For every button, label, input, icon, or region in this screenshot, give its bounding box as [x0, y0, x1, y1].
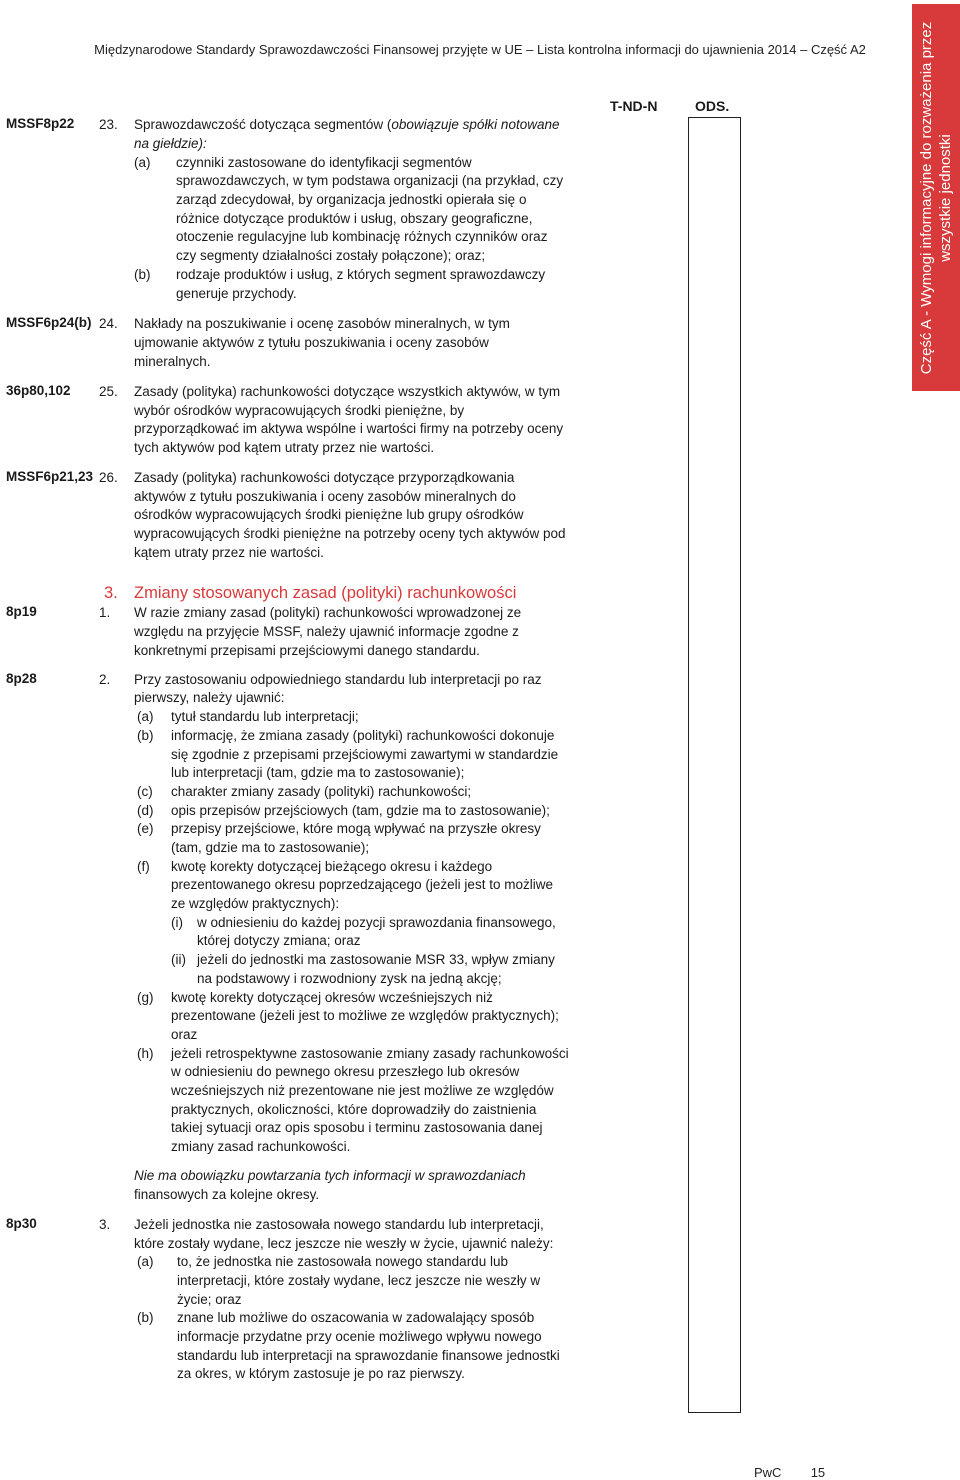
checklist-text-line: (b)	[137, 1310, 154, 1325]
reference-code: MSSF6p24(b)	[6, 315, 92, 330]
checklist-text-line: rodzaje produktów i usług, z których segment sprawozdawczy	[176, 267, 546, 282]
checklist-text-line: prezentowanego okresu poprzedzającego (jeżeli jest to możliwe	[171, 877, 553, 892]
sidebar-label-line-2: wszystkie jednostki	[937, 133, 954, 262]
checklist-text-line: (i)	[171, 915, 183, 930]
checklist-text-line: które zostały wydane, lecz jeszcze nie weszły w życie, ujawnić należy:	[134, 1236, 554, 1251]
reference-code: MSSF6p21,23	[6, 469, 94, 484]
column-left-border	[688, 117, 689, 1413]
checklist-text-line: w odniesieniu do każdej pozycji sprawozdania finansowego,	[197, 915, 556, 930]
checklist-text-line: tytuł standardu lub interpretacji;	[171, 709, 359, 724]
checklist-text-line: (f)	[137, 859, 150, 874]
checklist-text-line: (h)	[137, 1046, 154, 1061]
page-footer	[754, 1465, 825, 1480]
checklist-text-line: to, że jednostka nie zastosowała nowego standardu lub	[177, 1254, 508, 1269]
checklist-text-line: Zasady (polityka) rachunkowości dotyczące przyporządkowania	[134, 470, 515, 485]
checklist-text-line: czy segmenty działalności zostały połączone); oraz;	[176, 248, 486, 263]
checklist-text-line: której dotyczy zmiana; oraz	[197, 933, 361, 948]
checklist-text-line: charakter zmiany zasady (polityki) rachunkowości;	[171, 784, 472, 799]
checklist-text-line: W razie zmiany zasad (polityki) rachunkowości wprowadzonej ze	[134, 605, 522, 620]
checklist-text-line: względu na przyjęcie MSSF, należy ujawnić informacje zgodne z	[134, 624, 519, 639]
checklist-text-line: się zgodnie z przepisami przejściowymi zawartymi w standardzie	[171, 747, 559, 762]
reference-code: 8p30	[6, 1216, 37, 1231]
reference-code: 8p28	[6, 671, 37, 686]
checklist-text-line: Zasady (polityka) rachunkowości dotyczące wszystkich aktywów, w tym	[134, 384, 561, 399]
checklist-text-line: sprawozdawczych, w tym podstawa organizacji (na przykład, czy	[176, 173, 564, 188]
checklist-text-line: 1.	[99, 605, 111, 620]
checklist-text-line: (a)	[137, 1254, 154, 1269]
sidebar-label	[917, 8, 955, 388]
checklist-text-line: (b)	[134, 267, 151, 282]
checklist-text-line: Jeżeli jednostka nie zastosowała nowego standardu lub interpretacji,	[134, 1217, 544, 1232]
checklist-text-line: 23.	[99, 117, 118, 132]
checklist-text-line: życie; oraz	[177, 1292, 242, 1307]
checklist-text-line: 25.	[99, 384, 118, 399]
checklist-text-line: ujmowanie aktywów z tytułu poszukiwania i oceny zasobów	[134, 335, 489, 350]
checklist-text-line: finansowych za kolejne okresy.	[134, 1187, 320, 1202]
checklist-text-line: 24.	[99, 316, 118, 331]
checklist-text-line: za okres, w którym zastosuje je po raz pierwszy.	[177, 1366, 465, 1381]
checklist-text-line: 3.	[99, 1217, 111, 1232]
checklist-text-line: Przy zastosowaniu odpowiedniego standardu lub interpretacji po raz	[134, 672, 542, 687]
checklist-text-line: wybór ośrodków wypracowujących środki pieniężne, by	[134, 403, 465, 418]
checklist-text-line: ze względów praktycznych):	[171, 896, 340, 911]
italic-note: obowiązuje spółki notowane	[391, 117, 560, 132]
footer-brand: PwC	[754, 1465, 782, 1480]
checklist-text-line: (b)	[137, 728, 154, 743]
checklist-text-line: (a)	[134, 155, 151, 170]
column-header-ods: ODS.	[695, 98, 730, 114]
checklist-text-line: (ii)	[171, 952, 186, 967]
column-top-border	[688, 117, 740, 118]
checklist-text-line: takiej sytuacji oraz opis sposobu i terminu zastosowania danej	[171, 1120, 543, 1135]
checklist-text-line: wcześniejszych niż prezentowane nie jest możliwe ze względów	[171, 1083, 554, 1098]
checklist-text-line: zarząd zdecydował, by organizacja jednostki opierała się o	[176, 192, 527, 207]
checklist-text-line: (tam, gdzie ma to zastosowanie);	[171, 840, 370, 855]
checklist-text-line: tych aktywów pod kątem utraty przez nie wartości.	[134, 440, 435, 455]
reference-code: MSSF8p22	[6, 116, 75, 131]
checklist-text-line: kwotę korekty dotyczącej bieżącego okresu i każdego	[171, 859, 493, 874]
checklist-text-line: na giełdzie):	[134, 136, 207, 151]
checklist-text-line: lub interpretacji (tam, gdzie ma to zastosowanie);	[171, 765, 465, 780]
checklist-text-line: 2.	[99, 672, 111, 687]
section-sidebar	[912, 4, 960, 391]
checklist-text-line: przyporządkować im aktywa wspólne i wartości firmy na potrzeby oceny	[134, 421, 564, 436]
checklist-text-line: Nakłady na poszukiwanie i ocenę zasobów mineralnych, w tym	[134, 316, 510, 331]
checklist-text-line: Nie ma obowiązku powtarzania tych informacji w sprawozdaniach	[134, 1168, 526, 1183]
section-title: Zmiany stosowanych zasad (polityki) rachunkowości	[134, 584, 517, 602]
column-bottom-border	[688, 1412, 741, 1413]
checklist-text-line: wypracowujących środki pieniężne na potrzeby oceny tych aktywów pod	[134, 526, 566, 541]
checklist-text-line: interpretacji, które zostały wydane, lecz jeszcze nie weszły w	[177, 1273, 541, 1288]
checklist-text-line: w odniesieniu do pewnego okresu przeszłego lub okresów	[171, 1064, 520, 1079]
checklist-text-line: konkretnymi przepisami przejściowymi danego standardu.	[134, 643, 480, 658]
checklist-text-line: znane lub możliwe do oszacowania w zadowalający sposób	[177, 1310, 535, 1325]
checklist-text-line: pierwszy, należy ujawnić:	[134, 690, 285, 705]
checklist-text-line: Sprawozdawczość dotycząca segmentów (obowiązuje spółki notowane	[134, 117, 560, 132]
page-header: Międzynarodowe Standardy Sprawozdawczości Finansowej przyjęte w UE – Lista kontrolna informacji do ujawnienia 2014 – Część A2	[94, 42, 866, 57]
checklist-text-line: aktywów z tytułu poszukiwania i oceny zasobów mineralnych do	[134, 489, 516, 504]
checklist-text-line: otoczenie regulacyjne lub kombinację różnych czynników oraz	[176, 229, 548, 244]
checklist-text-line: kwotę korekty dotyczącej okresów wcześniejszych niż	[171, 990, 493, 1005]
checklist-text-line: (a)	[137, 709, 154, 724]
checklist-text-line: (e)	[137, 821, 154, 836]
footer-page-number: 15	[810, 1465, 826, 1480]
checklist-text-line: kątem utraty przez nie wartości.	[134, 545, 324, 560]
checklist-text-line: opis przepisów przejściowych (tam, gdzie ma to zastosowanie);	[171, 803, 550, 818]
checklist-text-line: ośrodków wypracowujących środki pieniężne lub grupy ośrodków	[134, 507, 524, 522]
checklist-text-line: jeżeli do jednostki ma zastosowanie MSR 33, wpływ zmiany	[197, 952, 555, 967]
checklist-text-line: mineralnych.	[134, 354, 211, 369]
checklist-text-line: przepisy przejściowe, które mogą wpływać na przyszłe okresy	[171, 821, 541, 836]
checklist-text-line: prezentowane (jeżeli jest to możliwe ze względów praktycznych);	[171, 1008, 559, 1023]
checklist-text-line: standardu lub interpretacji na sprawozdanie finansowe jednostki	[177, 1348, 560, 1363]
checklist-text-line: (c)	[137, 784, 153, 799]
checklist-text-line: (g)	[137, 990, 154, 1005]
section-number: 3.	[104, 584, 118, 602]
reference-code: 36p80,102	[6, 383, 71, 398]
checklist-text-line: informacje przydatne przy ocenie możliwego wpływu nowego	[177, 1329, 542, 1344]
checklist-text-line: oraz	[171, 1027, 198, 1042]
checklist-text-line: zmiany zasad rachunkowości.	[171, 1139, 351, 1154]
sidebar-label-line-1: Część A - Wymogi informacyjne do rozważenia przez	[918, 21, 935, 374]
checklist-text-line: różnice dotyczące produktów i usług, obszary geograficzne,	[176, 211, 533, 226]
checklist-text-line: informację, że zmiana zasady (polityki) rachunkowości dokonuje	[171, 728, 555, 743]
checklist-text-line: na podstawowy i rozwodniony zysk na jedną akcję;	[197, 971, 502, 986]
checklist-text-line: czynniki zastosowane do identyfikacji segmentów	[176, 155, 472, 170]
column-right-border	[740, 117, 741, 1413]
checklist-text-line: (d)	[137, 803, 154, 818]
checklist-text-line: 26.	[99, 470, 118, 485]
column-header-tndn: T-ND-N	[610, 98, 658, 114]
reference-code: 8p19	[6, 604, 37, 619]
checklist-text-line: generuje przychody.	[176, 286, 297, 301]
checklist-text-line: praktycznych, okoliczności, które doprowadziły do zaistnienia	[171, 1102, 537, 1117]
checklist-text-line: jeżeli retrospektywne zastosowanie zmiany zasady rachunkowości	[171, 1046, 569, 1061]
